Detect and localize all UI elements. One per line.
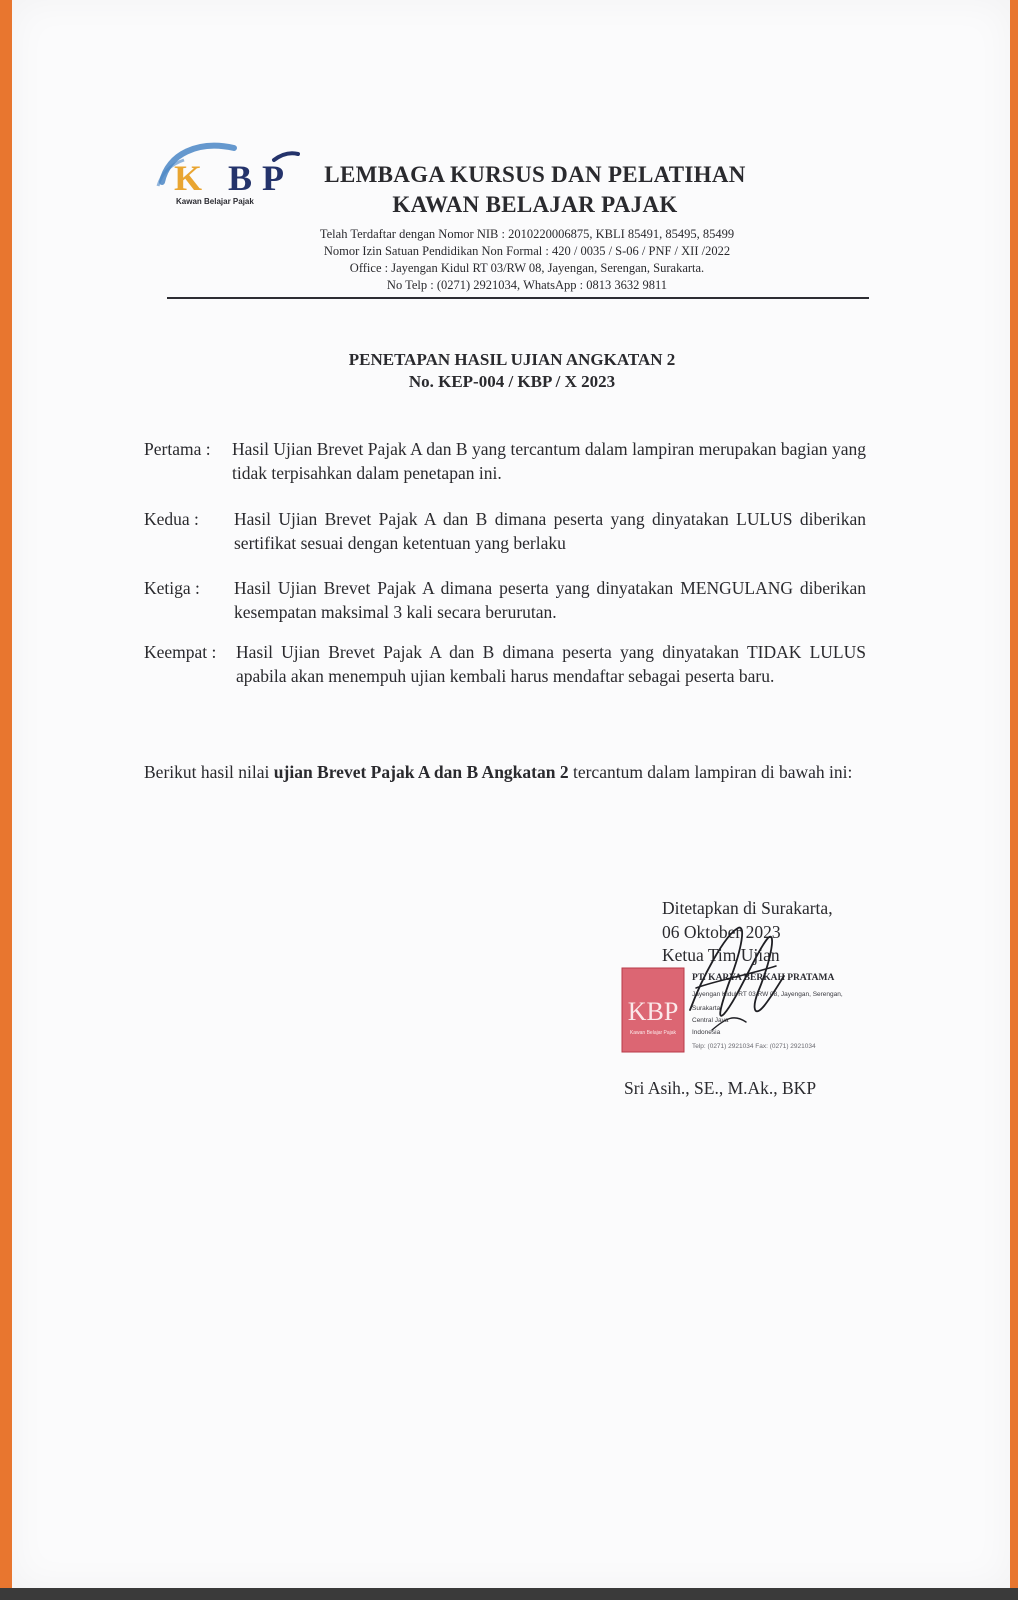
institution-name: [310, 160, 760, 220]
scan-bottom-edge: [0, 1588, 1018, 1600]
article-keempat: [144, 640, 866, 688]
svg-text:P: P: [262, 158, 284, 198]
signer-name: Sri Asih., SE., M.Ak., BKP: [624, 1078, 817, 1098]
sign-role: Ketua Tim Ujian: [662, 945, 780, 965]
document-page: [12, 0, 1010, 1588]
article-ketiga: [144, 576, 866, 624]
contact-info: No Telp : (0271) 2921034, WhatsApp : 0813 3632 9811: [386, 278, 668, 292]
svg-text:PT. KARYA BERKAH PRATAMA: PT. KARYA BERKAH PRATAMA: [692, 973, 835, 983]
article-text: Hasil Ujian Brevet Pajak A dan B yang tercantum dalam lampiran merupakan bagian yang tidak terpisahkan dalam penetapan ini.: [232, 439, 866, 483]
handwritten-signature: [672, 918, 792, 1048]
letterhead-divider: [167, 297, 869, 299]
article-text: Hasil Ujian Brevet Pajak A dimana peserta yang dinyatakan MENGULANG diberikan kesempatan maksimal 3 kali secara berurutan.: [234, 578, 866, 622]
svg-text:Central Java: Central Java: [692, 1017, 729, 1024]
article-text: Hasil Ujian Brevet Pajak A dan B dimana peserta yang dinyatakan TIDAK LULUS apabila akan menempuh ujian kembali harus mendaftar sebagai peserta baru.: [236, 642, 866, 686]
article-text: Hasil Ujian Brevet Pajak A dan B dimana peserta yang dinyatakan LULUS diberikan sertifikat sesuai dengan ketentuan yang berlaku: [234, 509, 866, 553]
decision-number: No. KEP-004 / KBP / X 2023: [408, 372, 616, 391]
registration-number: Telah Terdaftar dengan Nomor NIB : 2010220006875, KBLI 85491, 85495, 85499: [319, 227, 735, 241]
article-label: Ketiga :: [144, 578, 200, 598]
article-label: Pertama :: [144, 439, 211, 459]
svg-text:Kawan Belajar Pajak: Kawan Belajar Pajak: [629, 1030, 677, 1036]
signature-stroke: [672, 918, 792, 1048]
article-kedua: [144, 507, 866, 555]
svg-text:Indonesia: Indonesia: [692, 1029, 721, 1036]
article-label: Kedua :: [144, 509, 199, 529]
article-label: Keempat :: [144, 642, 217, 662]
institution-line-1: LEMBAGA KURSUS DAN PELATIHAN: [324, 162, 746, 187]
sign-date: 06 Oktober 2023: [662, 922, 781, 942]
svg-text:Jayengan Kidul RT 03 RW 08, Ja: Jayengan Kidul RT 03 RW 08, Jayengan, Serengan,: [692, 991, 843, 998]
office-address: Office : Jayengan Kidul RT 03/RW 08, Jayengan, Serengan, Surakarta.: [349, 261, 705, 275]
permit-number: Nomor Izin Satuan Pendidikan Non Formal : 420 / 0035 / S-06 / PNF / XII /2022: [323, 244, 731, 258]
svg-text:B: B: [228, 158, 253, 198]
article-pertama: [144, 437, 866, 485]
closing-text-end: tercantum dalam lampiran di bawah ini:: [568, 762, 853, 782]
closing-text-start: Berikut hasil nilai: [144, 762, 274, 782]
decision-heading: PENETAPAN HASIL UJIAN ANGKATAN 2: [348, 350, 676, 369]
registration-info: [242, 226, 812, 294]
closing-text-bold: ujian Brevet Pajak A dan B Angkatan 2: [273, 762, 569, 782]
svg-text:K: K: [174, 158, 203, 198]
closing-paragraph: [144, 760, 866, 784]
svg-text:Telp: (0271) 2921034 Fax: (0: Telp: (0271) 2921034 Fax: (0271) 2921034: [692, 1043, 816, 1050]
institution-line-2: KAWAN BELAJAR PAJAK: [392, 192, 678, 217]
decision-title: [212, 349, 812, 393]
svg-text:KBP: KBP: [627, 997, 679, 1026]
sign-place: Ditetapkan di Surakarta,: [662, 898, 833, 918]
logo-tagline: Kawan Belajar Pajak: [176, 197, 254, 206]
kbp-logo-graphic: [148, 134, 308, 214]
svg-text:Surakarta: Surakarta: [692, 1005, 721, 1012]
kbp-logo: [148, 134, 308, 214]
